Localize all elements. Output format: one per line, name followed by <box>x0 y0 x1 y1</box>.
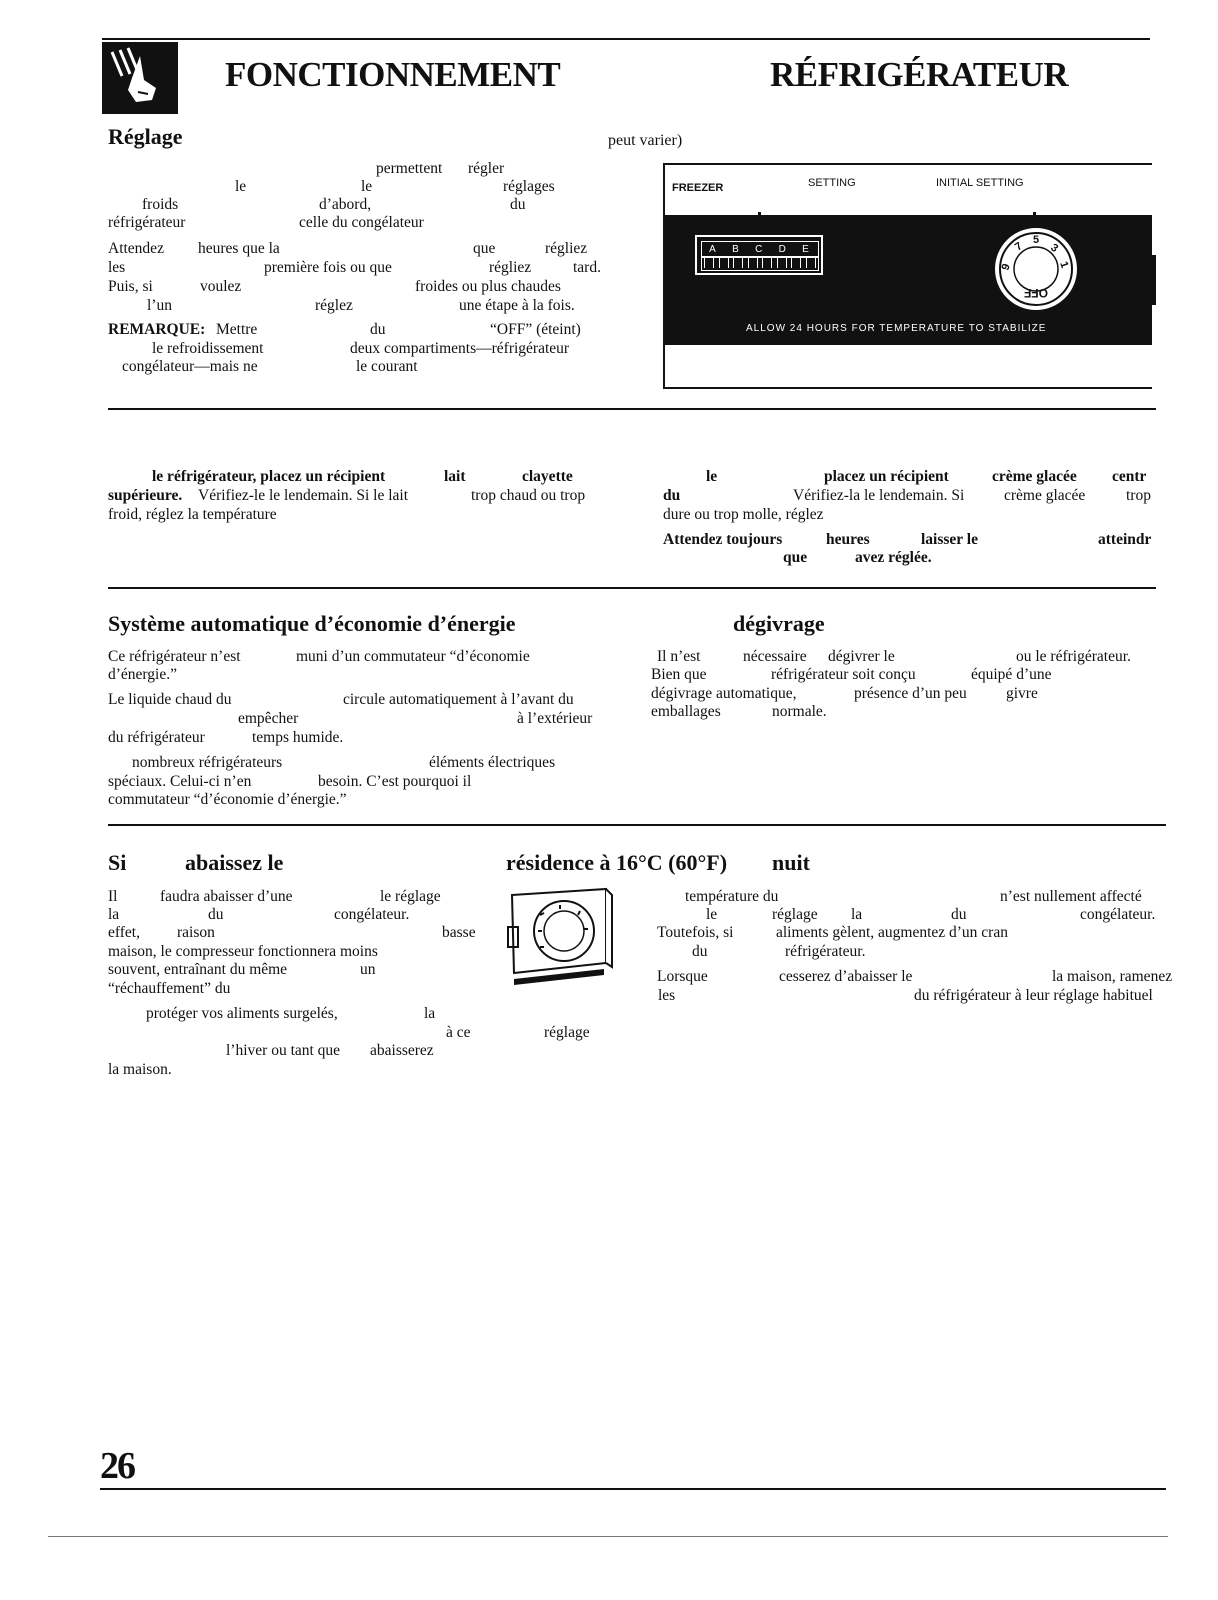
check-left-text: trop chaud ou trop <box>471 487 586 504</box>
freezer-pointer <box>758 212 761 232</box>
reglage-text: régliez <box>489 259 532 276</box>
reglage-text: première fois ou que <box>264 259 392 276</box>
dial-off-label: OFF <box>1024 286 1048 300</box>
nuit-right-text: cesserez d’abaisser le <box>779 968 913 985</box>
nuit-right-text: réglage <box>772 906 818 923</box>
degivrage-heading: dégivrage <box>733 611 825 636</box>
check-left-text: Vérifiez-le le lendemain. Si le lait <box>198 487 409 504</box>
reglage-note: congélateur—mais ne <box>122 358 258 375</box>
energie-text: circule automatiquement à l’avant du <box>343 691 574 708</box>
nuit-left-text: le réglage <box>380 888 441 905</box>
nuit-right-text: la <box>851 906 863 923</box>
degivrage-text: Bien que <box>651 666 707 683</box>
footer-rule <box>100 1488 1166 1490</box>
degivrage-text: nécessaire <box>743 648 807 665</box>
check-right-text: crème glacée <box>1004 487 1086 504</box>
nuit-right-text: du <box>692 943 708 960</box>
nuit-left-text: raison <box>177 924 215 941</box>
remarque-label: REMARQUE: <box>108 321 206 338</box>
stabilize-note: ALLOW 24 HOURS FOR TEMPERATURE TO STABILIZE <box>746 323 1047 334</box>
nuit-right-text: le <box>706 906 718 923</box>
reglage-text: froides ou plus chaudes <box>415 278 561 295</box>
freezer-letter: E <box>802 243 811 255</box>
nuit-left-text: basse <box>442 924 476 941</box>
check-left-text: le réfrigérateur, placez un récipient <box>152 468 386 485</box>
check-right-text: le <box>706 468 718 485</box>
nuit-right-text: du <box>951 906 967 923</box>
dial-number: 9 <box>999 262 1013 273</box>
energie-text: Le liquide chaud du <box>108 691 232 708</box>
nuit-left-text: à ce <box>446 1024 471 1041</box>
check-right-text: centr <box>1112 468 1147 485</box>
reglage-text: une étape à la fois. <box>459 297 575 314</box>
nuit-left-text: l’hiver ou tant que <box>226 1042 341 1059</box>
degivrage-text: réfrigérateur soit conçu <box>771 666 916 683</box>
reglage-aside: peut varier) <box>608 132 683 149</box>
thermostat-illustration <box>500 885 620 993</box>
freezer-letter: B <box>732 243 741 255</box>
reglage-heading: Réglage <box>108 124 183 149</box>
reglage-text: réfrigérateur <box>108 214 186 231</box>
nuit-heading: résidence à 16°C (60°F) <box>506 850 728 875</box>
degivrage-text: givre <box>1006 685 1038 702</box>
nuit-right-text: Lorsque <box>657 968 708 985</box>
dial-number: 7 <box>1012 240 1025 254</box>
energie-text: nombreux réfrigérateurs <box>132 754 283 771</box>
nuit-right-text: réfrigérateur. <box>785 943 866 960</box>
check-right-text: heures <box>826 531 870 548</box>
nuit-heading: nuit <box>772 850 810 875</box>
nuit-heading: Si <box>108 850 127 875</box>
degivrage-text: emballages <box>651 703 721 720</box>
check-right-text: du <box>663 487 681 504</box>
nuit-left-text: congélateur. <box>334 906 410 923</box>
energie-text: temps humide. <box>252 729 344 746</box>
nuit-right-text: congélateur. <box>1080 906 1156 923</box>
energie-text: Ce réfrigérateur n’est <box>108 648 241 665</box>
reglage-text: tard. <box>573 259 601 276</box>
energie-text: commutateur “d’économie d’énergie.” <box>108 791 347 808</box>
nuit-left-text: la maison. <box>108 1061 172 1078</box>
reglage-note: du <box>370 321 386 338</box>
reglage-text: le <box>235 178 247 195</box>
reglage-text: que <box>473 240 496 257</box>
energie-text: spéciaux. Celui-ci n’en <box>108 773 252 790</box>
reglage-text: réglez <box>315 297 353 314</box>
reglage-text: du <box>510 196 526 213</box>
nuit-left-text: “réchauffement” du <box>108 980 231 997</box>
nuit-left-text: faudra abaisser d’une <box>160 888 293 905</box>
reglage-note: “OFF” (éteint) <box>490 321 581 338</box>
energie-text: éléments électriques <box>429 754 556 771</box>
reglage-text: le <box>361 178 373 195</box>
energie-text: muni d’un commutateur “d’économie <box>296 648 530 665</box>
reglage-text: les <box>108 259 126 276</box>
degivrage-text: ou le réfrigérateur. <box>1016 648 1131 665</box>
nuit-left-text: la <box>108 906 120 923</box>
degivrage-text: normale. <box>772 703 827 720</box>
energie-heading: Système automatique d’économie d’énergie <box>108 611 516 636</box>
reglage-text: régler <box>468 160 505 177</box>
reglage-text: Puis, si <box>108 278 153 295</box>
title-fonctionnement: FONCTIONNEMENT <box>225 55 561 94</box>
check-right-text: crème glacée <box>992 468 1077 485</box>
check-right-text: laisser le <box>921 531 978 548</box>
nuit-left-text: effet, <box>108 924 140 941</box>
reglage-text: voulez <box>200 278 242 295</box>
check-right-text: atteindr <box>1098 531 1152 548</box>
initial-setting-label: INITIAL SETTING <box>936 177 1024 189</box>
hand-pressing-icon <box>102 42 178 114</box>
nuit-right-text: aliments gèlent, augmentez d’un cran <box>776 924 1008 941</box>
page-edge-rule <box>48 1536 1168 1537</box>
nuit-left-text: souvent, entraînant du même <box>108 961 288 978</box>
dial-number: 3 <box>1048 241 1061 255</box>
nuit-right-text: du réfrigérateur à leur réglage habituel <box>914 987 1153 1004</box>
freezer-letter: C <box>755 243 765 255</box>
degivrage-text: Il n’est <box>657 648 701 665</box>
reglage-note: le refroidissement <box>152 340 264 357</box>
check-right-text: trop <box>1126 487 1151 504</box>
check-right-text: placez un récipient <box>824 468 949 485</box>
reglage-text: Attendez <box>108 240 164 257</box>
freezer-label: FREEZER <box>672 182 724 194</box>
setting-label: SETTING <box>808 177 856 189</box>
check-left-text: supérieure. <box>108 487 183 504</box>
check-right-text: que <box>783 549 808 566</box>
reglage-text: froids <box>142 196 179 213</box>
freezer-letter: D <box>778 243 788 255</box>
degivrage-text: équipé d’une <box>971 666 1052 683</box>
nuit-left-text: un <box>360 961 376 978</box>
nuit-left-text: protéger vos aliments surgelés, <box>146 1005 338 1022</box>
reglage-note: deux compartiments—réfrigérateur <box>350 340 570 357</box>
section-divider <box>108 824 1166 826</box>
title-refrigerateur: RÉFRIGÉRATEUR <box>770 55 1069 94</box>
check-left-text: froid, réglez la température <box>108 506 277 523</box>
energie-text: d’énergie.” <box>108 666 177 683</box>
check-left-text: lait <box>444 468 466 485</box>
nuit-right-text: n’est nullement affecté <box>1000 888 1142 905</box>
reglage-text: heures que la <box>198 240 280 257</box>
refrigerator-control-dial[interactable] <box>995 228 1077 310</box>
section-divider <box>108 587 1156 589</box>
degivrage-text: dégivrage automatique, <box>651 685 797 702</box>
check-right-text: Attendez toujours <box>663 531 783 548</box>
energie-text: besoin. C’est pourquoi il <box>318 773 472 790</box>
reglage-text: régliez <box>545 240 588 257</box>
nuit-left-text: réglage <box>544 1024 590 1041</box>
page-number: 26 <box>100 1445 134 1487</box>
check-right-text: Vérifiez-la le lendemain. Si <box>793 487 965 504</box>
energie-text: empêcher <box>238 710 299 727</box>
degivrage-text: présence d’un peu <box>854 685 967 702</box>
nuit-right-text: température du <box>685 888 779 905</box>
degivrage-text: dégivrer le <box>828 648 895 665</box>
nuit-left-text: abaisserez <box>370 1042 434 1059</box>
reglage-text: permettent <box>376 160 443 177</box>
reglage-text: d’abord, <box>319 196 372 213</box>
check-left-text: clayette <box>522 468 573 485</box>
nuit-left-text: la <box>424 1005 436 1022</box>
nuit-left-text: du <box>208 906 224 923</box>
section-divider <box>108 408 1156 410</box>
nuit-right-text: les <box>658 987 676 1004</box>
reglage-text: réglages <box>503 178 555 195</box>
dial-number: 5 <box>1033 234 1040 246</box>
control-panel-tab <box>1150 255 1156 305</box>
nuit-left-text: Il <box>108 888 118 905</box>
energie-text: du réfrigérateur <box>108 729 205 746</box>
nuit-right-text: Toutefois, si <box>657 924 734 941</box>
nuit-left-text: maison, le compresseur fonctionnera moins <box>108 943 378 960</box>
freezer-control-slider[interactable] <box>695 235 823 275</box>
reglage-note: le courant <box>356 358 418 375</box>
dial-number: 1 <box>1057 259 1071 270</box>
reglage-text: celle du congélateur <box>299 214 424 231</box>
check-right-text: avez réglée. <box>855 549 932 566</box>
header-rule <box>102 38 1150 40</box>
check-right-text: dure ou trop molle, réglez <box>663 506 824 523</box>
freezer-letter: A <box>709 243 718 255</box>
nuit-right-text: la maison, ramenez <box>1052 968 1173 985</box>
energie-text: à l’extérieur <box>517 710 593 727</box>
reglage-text: l’un <box>147 297 172 314</box>
nuit-heading: abaissez le <box>185 850 284 875</box>
reglage-note: Mettre <box>216 321 258 338</box>
